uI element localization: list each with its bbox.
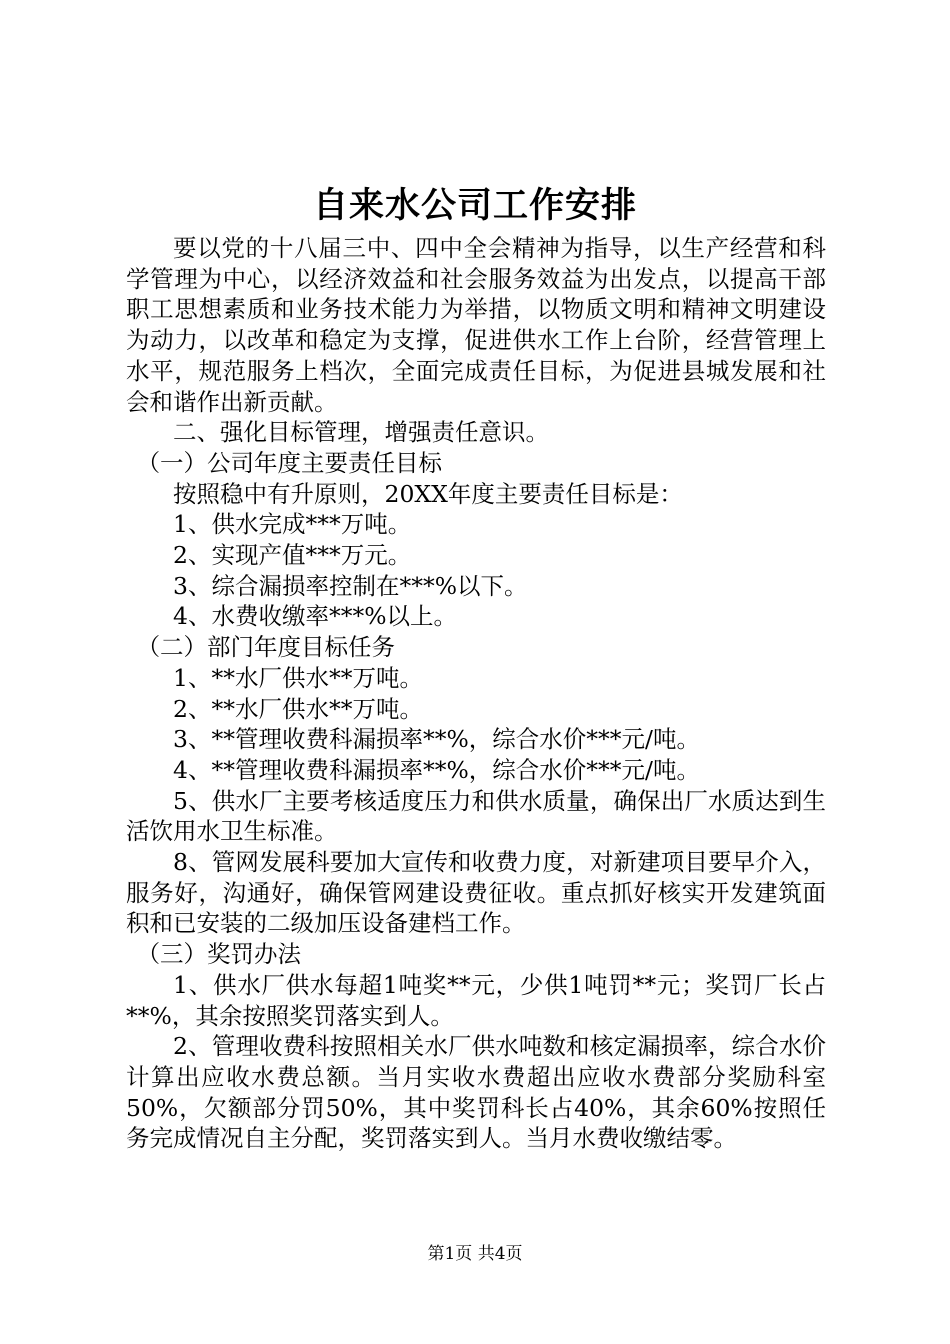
subsection-heading-2: （二）部门年度目标任务 (136, 633, 396, 662)
list-item: 3、综合漏损率控制在***%以下。 (173, 571, 528, 600)
page-number-footer: 第1页 共4页 (427, 1244, 523, 1264)
intro-paragraph: 要以党的十八届三中、四中全会精神为指导，以生产经营和科学管理为中心，以经济效益和社会服务效益为出发点，以提高干部职工思想素质和业务技术能力为举措，以物质文明和精神文明建设为动力，以改革和稳定为支撑，促进供水工作上台阶，经营管理上水平，规范服务上档次，全面完成责任目标，为促进县城发展和社会和谐作出新贡献。 (126, 234, 826, 416)
list-item: 3、**管理收费科漏损率**%，综合水价***元/吨。 (173, 725, 700, 754)
document-body (126, 233, 826, 1154)
list-item: 2、**水厂供水**万吨。 (173, 694, 423, 723)
list-item: 2、管理收费科按照相关水厂供水吨数和核定漏损率，综合水价计算出应收水费总额。当月实收水费超出应收水费部分奖励科室50%，欠额部分罚50%，其中奖罚科长占40%，其余60%按照任务完成情况自主分配，奖罚落实到人。当月水费收缴结零。 (126, 1032, 826, 1153)
subsection-heading-3: （三）奖罚办法 (136, 940, 302, 969)
list-item: 1、供水厂供水每超1吨奖**元，少供1吨罚**元；奖罚厂长占**%，其余按照奖罚落实到人。 (126, 970, 826, 1030)
document-title: 自来水公司工作安排 (312, 185, 637, 226)
section-heading-2: 二、强化目标管理，增强责任意识。 (173, 418, 549, 447)
list-item: 5、供水厂主要考核适度压力和供水质量，确保出厂水质达到生活饮用水卫生标准。 (126, 786, 826, 846)
list-item: 2、实现产值***万元。 (173, 541, 412, 570)
subsection-heading-1: （一）公司年度主要责任目标 (136, 448, 443, 477)
list-item: 8、管网发展科要加大宣传和收费力度，对新建项目要早介入，服务好，沟通好，确保管网建设费征收。重点抓好核实开发建筑面积和已安装的二级加压设备建档工作。 (126, 848, 826, 938)
list-item: 1、供水完成***万吨。 (173, 510, 412, 539)
list-item: 1、**水厂供水**万吨。 (173, 663, 423, 692)
paragraph-targets-intro: 按照稳中有升原则，20XX年度主要责任目标是： (173, 479, 683, 508)
list-item: 4、**管理收费科漏损率**%，综合水价***元/吨。 (173, 755, 700, 784)
list-item: 4、水费收缴率***%以上。 (173, 602, 458, 631)
